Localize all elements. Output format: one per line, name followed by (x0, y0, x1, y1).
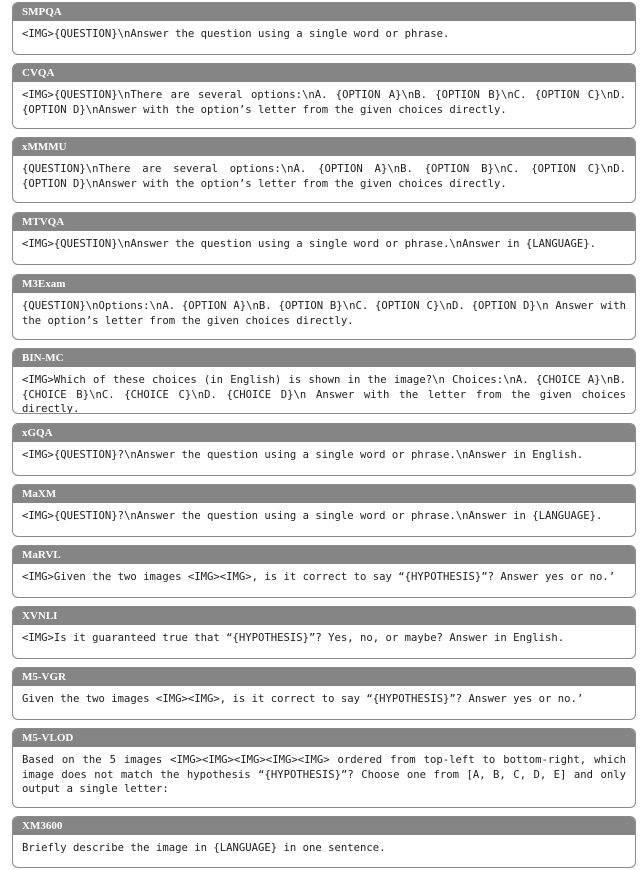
prompt-card-cvqa (12, 63, 636, 129)
card-title: XVNLI (13, 607, 635, 625)
card-prompt: <IMG>{QUESTION}\nAnswer the question using a single word or phrase. (22, 28, 450, 40)
card-prompt: <IMG>{QUESTION}?\nAnswer the question using a single word or phrase.\nAnswer in {LANGUAGE}. (22, 510, 603, 522)
card-title: MTVQA (13, 213, 635, 231)
card-prompt: <IMG>Is it guaranteed true that “{HYPOTHESIS}”? Yes, no, or maybe? Answer in English. (22, 632, 565, 644)
card-prompt: <IMG>{QUESTION}\nThere are several options:\nA. {OPTION A}\nB. {OPTION B}\nC. {OPTION C}\nD. {OPTION D}\nAnswer with the option’s letter from the given choices directly. (22, 89, 626, 116)
card-prompt: <IMG>Which of these choices (in English) is shown in the image?\n Choices:\nA. {CHOICE A}\nB. {CHOICE B}\nC. {CHOICE C}\nD. {CHOICE D}\n Answer with the letter from the given choices directly. (22, 374, 626, 414)
card-prompt: <IMG>{QUESTION}\nAnswer the question using a single word or phrase.\nAnswer in {LANGUAGE}. (22, 238, 597, 250)
card-title: MaRVL (13, 546, 635, 564)
prompt-card-m3exam (12, 274, 636, 340)
card-title: CVQA (13, 64, 635, 82)
prompt-card-mtvqa (12, 212, 636, 265)
card-prompt: <IMG>{QUESTION}?\nAnswer the question using a single word or phrase.\nAnswer in English. (22, 449, 584, 461)
prompt-card-smpqa (12, 2, 636, 55)
prompt-card-m5-vgr (12, 667, 636, 720)
prompt-card-marvl (12, 545, 636, 598)
card-title: M5-VLOD (13, 729, 635, 747)
card-title: xMMMU (13, 138, 635, 156)
prompt-card-maxm (12, 484, 636, 537)
card-prompt: Based on the 5 images <IMG><IMG><IMG><IMG><IMG> ordered from top-left to bottom-right, which image does not match the hypothesis “{HYPOTHESIS}”? Choose one from [A, B, C, D, E] and only output a single letter: (22, 754, 626, 795)
card-title: M3Exam (13, 275, 635, 293)
prompt-card-xmmmu (12, 137, 636, 203)
card-title: XM3600 (13, 817, 635, 835)
prompt-card-bin-mc (12, 348, 636, 414)
card-title: SMPQA (13, 3, 635, 21)
card-title: MaXM (13, 485, 635, 503)
card-title: xGQA (13, 424, 635, 442)
prompt-card-xgqa (12, 423, 636, 476)
card-title: M5-VGR (13, 668, 635, 686)
card-prompt: {QUESTION}\nOptions:\nA. {OPTION A}\nB. {OPTION B}\nC. {OPTION C}\nD. {OPTION D}\n Answer with the option’s letter from the given choices directly. (22, 300, 626, 327)
prompt-card-xm3600 (12, 816, 636, 868)
prompt-card-m5-vlod (12, 728, 636, 808)
card-prompt: {QUESTION}\nThere are several options:\nA. {OPTION A}\nB. {OPTION B}\nC. {OPTION C}\nD. {OPTION D}\nAnswer with the option’s letter from the given choices directly. (22, 163, 626, 190)
card-title: BIN-MC (13, 349, 635, 367)
card-prompt: Briefly describe the image in {LANGUAGE} in one sentence. (22, 842, 386, 854)
prompt-card-xvnli (12, 606, 636, 659)
card-prompt: Given the two images <IMG><IMG>, is it correct to say “{HYPOTHESIS}”? Answer yes or no.’ (22, 693, 584, 705)
card-prompt: <IMG>Given the two images <IMG><IMG>, is it correct to say “{HYPOTHESIS}”? Answer yes or no.’ (22, 571, 616, 583)
